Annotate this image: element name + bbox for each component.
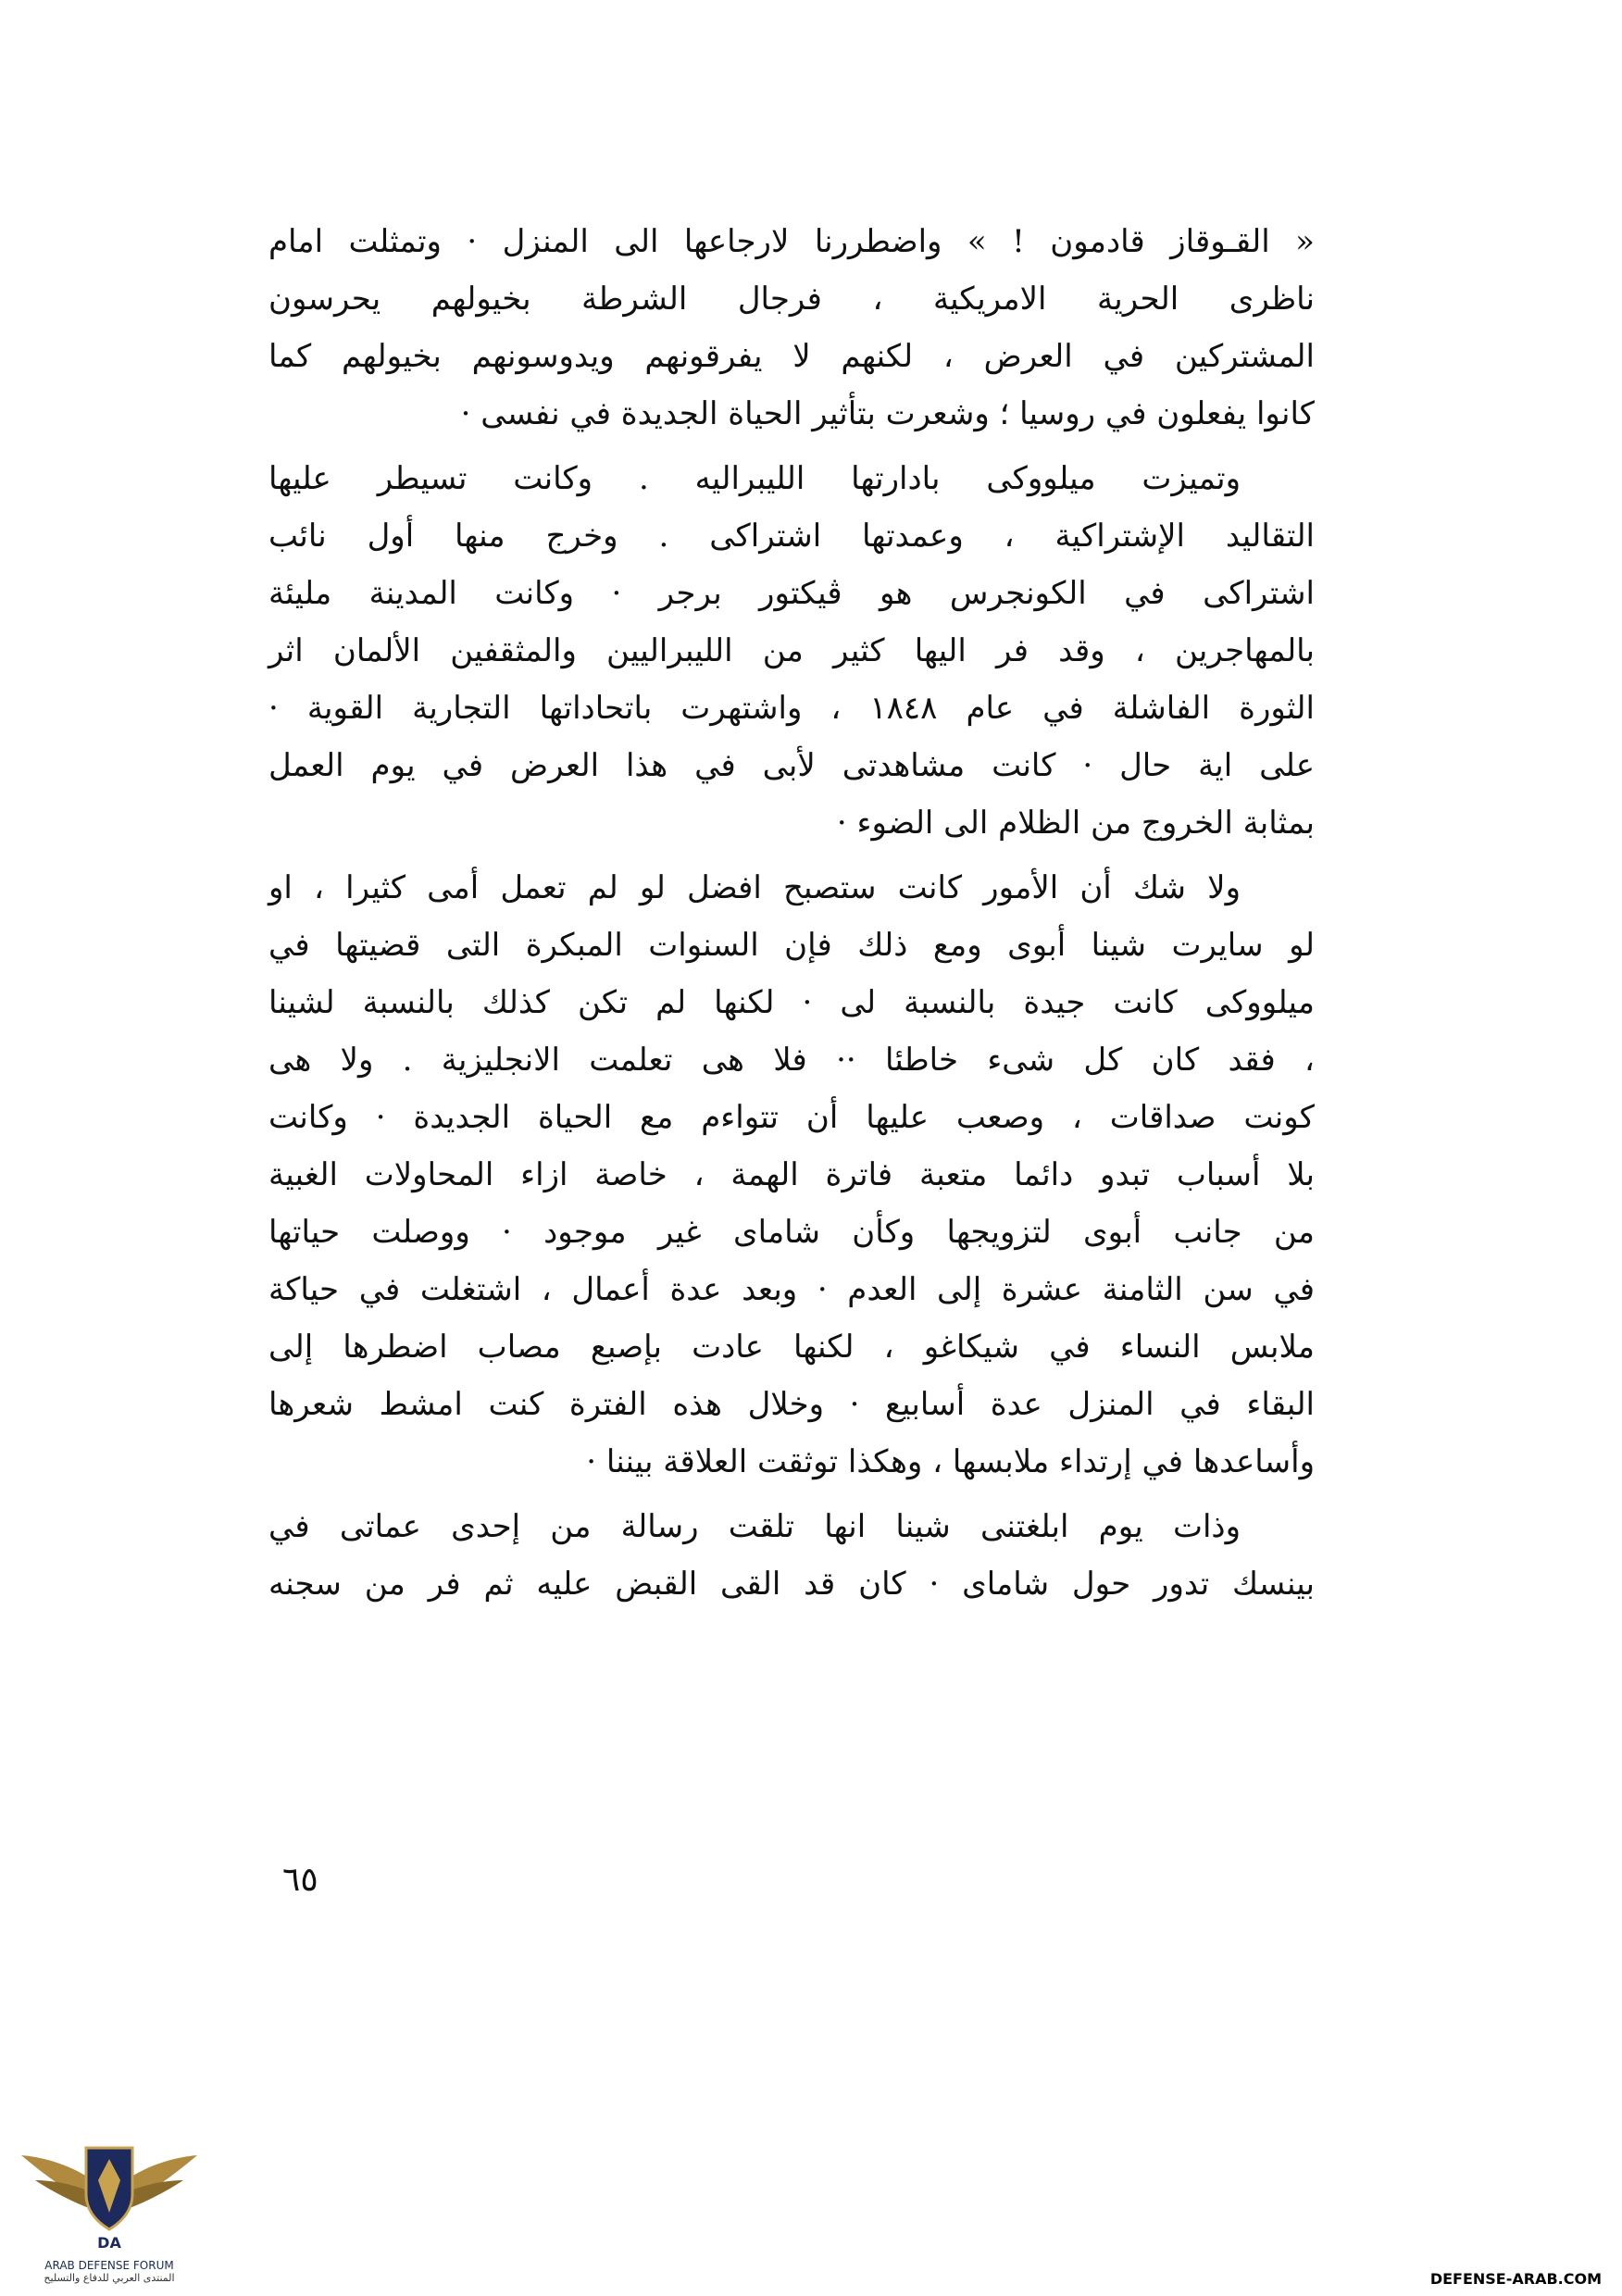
brand-text-ar: المنتدى العربي للدفاع والتسليح bbox=[44, 2272, 175, 2284]
text-line: ، فقد كان كل شىء خاطئا ·· فلا هى تعلمت الانجليزية . ولا هى bbox=[268, 1042, 1315, 1079]
text-line: « القـوقاز قادمون ! » واضطررنا لارجاعها الى المنزل · وتمثلت امام bbox=[268, 223, 1315, 260]
text-line: ولا شك أن الأمور كانت ستصبح افضل لو لم تعمل أمى كثيرا ، او bbox=[268, 869, 1241, 906]
text-line: ناظرى الحرية الامريكية ، فرجال الشرطة بخيولهم يحرسون bbox=[268, 281, 1315, 318]
text-line: ميلووكى كانت جيدة بالنسبة لى · لكنها لم تكن كذلك بالنسبة لشينا bbox=[268, 984, 1315, 1021]
text-line: المشتركين في العرض ، لكنهم لا يفرقونهم ويدوسونهم بخيولهم كما bbox=[268, 338, 1315, 375]
text-line: وتميزت ميلووكى بادارتها الليبراليه . وكانت تسيطر عليها bbox=[268, 460, 1241, 497]
text-line: وذات يوم ابلغتنى شينا انها تلقت رسالة من إحدى عماتى في bbox=[268, 1508, 1241, 1545]
brand-name bbox=[17, 2259, 202, 2284]
paragraph-4 bbox=[268, 1498, 1315, 1613]
text-line: وأساعدها في إرتداء ملابسها ، وهكذا توثقت العلاقة بيننا · bbox=[586, 1443, 1315, 1480]
paragraph-2 bbox=[268, 450, 1315, 852]
svg-text:DA: DA bbox=[97, 2234, 121, 2252]
text-line: بمثابة الخروج من الظلام الى الضوء · bbox=[836, 805, 1315, 842]
book-page-text bbox=[268, 213, 1315, 1613]
text-line: التقاليد الإشتراكية ، وعمدتها اشتراكى . وخرج منها أول نائب bbox=[268, 518, 1315, 555]
paragraph-1 bbox=[268, 213, 1315, 443]
text-line: بالمهاجرين ، وقد فر اليها كثير من الليبراليين والمثقفين الألمان اثر bbox=[268, 632, 1315, 669]
text-line: اشتراكى في الكونجرس هو ڤيكتور برجر · وكانت المدينة مليئة bbox=[268, 575, 1315, 612]
text-line: لو سايرت شينا أبوى ومع ذلك فإن السنوات المبكرة التى قضيتها في bbox=[268, 927, 1315, 964]
site-link[interactable]: DEFENSE-ARAB.COM bbox=[1429, 2270, 1602, 2288]
text-line: كانوا يفعلون في روسيا ؛ وشعرت بتأثير الحياة الجديدة في نفسى · bbox=[460, 395, 1315, 432]
text-line: ملابس النساء في شيكاغو ، لكنها عادت بإصبع مصاب اضطرها إلى bbox=[268, 1329, 1315, 1366]
text-line: البقاء في المنزل عدة أسابيع · وخلال هذه الفترة كنت امشط شعرها bbox=[268, 1386, 1315, 1423]
text-line: كونت صداقات ، وصعب عليها أن تتواءم مع الحياة الجديدة · وكانت bbox=[268, 1099, 1315, 1136]
paragraph-3 bbox=[268, 859, 1315, 1491]
page-number: ٦٥ bbox=[282, 1861, 318, 1899]
text-line: على اية حال · كانت مشاهدتى لأبى في هذا العرض في يوم العمل bbox=[268, 747, 1315, 784]
text-line: في سن الثامنة عشرة إلى العدم · وبعد عدة أعمال ، اشتغلت في حياكة bbox=[268, 1271, 1315, 1308]
brand-text-en: ARAB DEFENSE FORUM bbox=[44, 2259, 174, 2272]
text-line: من جانب أبوى لتزويجها وكأن شاماى غير موجود · ووصلت حياتها bbox=[268, 1214, 1315, 1251]
text-line: بينسك تدور حول شاماى · كان قد القى القبض عليه ثم فر من سجنه bbox=[268, 1566, 1315, 1603]
text-line: بلا أسباب تبدو دائما متعبة فاترة الهمة ، خاصة ازاء المحاولات الغبية bbox=[268, 1156, 1315, 1193]
text-line: الثورة الفاشلة في عام ١٨٤٨ ، واشتهرت باتحاداتها التجارية القوية · bbox=[268, 690, 1315, 727]
